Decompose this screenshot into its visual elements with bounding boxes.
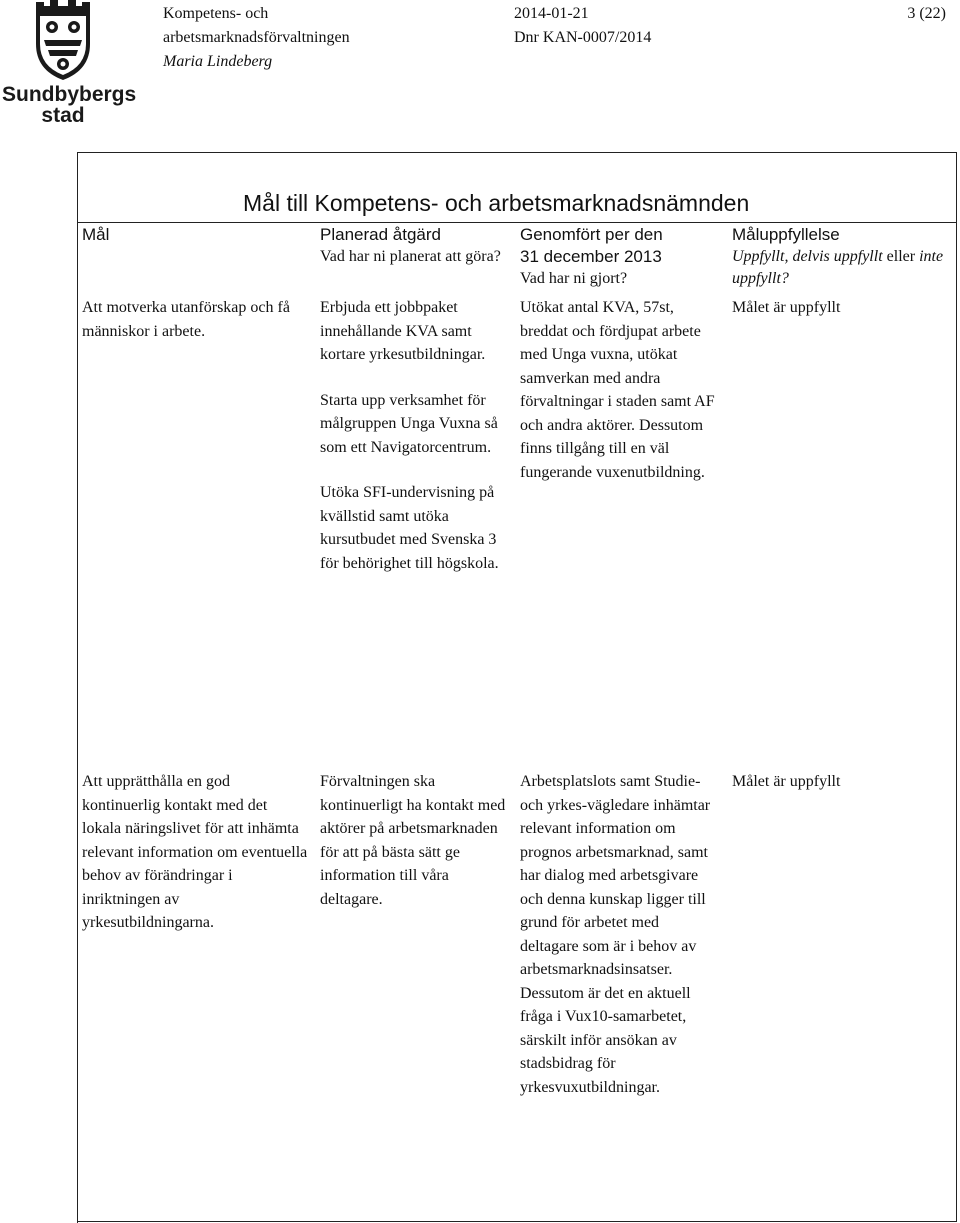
column-header-genomfort-sub: Vad har ni gjort? (520, 270, 628, 287)
row1-planerad-item2: Starta upp verksamhet för målgruppen Unga Vuxna så som ett Navigatorcentrum. (320, 391, 498, 456)
row1-planerad-item3: Utöka SFI-undervisning på kvällstid samt utöka kursutbudet med Svenska 3 för behörighet till högskola. (320, 484, 499, 572)
header-date: 2014-01-21 (514, 5, 589, 22)
header-author: Maria Lindeberg (163, 53, 273, 70)
table-title-divider (77, 222, 957, 223)
column-header-maluppfyllelse-sub-c: inte uppfyllt? (732, 248, 944, 287)
header-department (163, 2, 350, 74)
header-dnr: Dnr KAN-0007/2014 (514, 29, 652, 46)
logo-name-line2: stad (41, 104, 85, 127)
row2-status: Målet är uppfyllt (732, 773, 841, 790)
column-header-planerad-title: Planerad åtgärd (320, 225, 441, 244)
table-left-border (77, 222, 78, 1223)
column-header-planerad (320, 224, 508, 268)
municipality-logo (2, 0, 137, 128)
column-header-genomfort (520, 224, 720, 290)
header-page-number: 3 (22) (907, 5, 946, 22)
column-header-maluppfyllelse-sub-a: Uppfyllt, delvis uppfyllt (732, 248, 883, 265)
row1-status: Målet är uppfyllt (732, 299, 841, 316)
column-header-maluppfyllelse (732, 224, 954, 290)
row2-mal: Att upprätthålla en god kontinuerlig kontakt med det lokala näringslivet för att inhämta relevant information om eventuella behov av förändringar i inriktningen av yrkesutbildningarna. (82, 773, 308, 931)
column-header-maluppfyllelse-title: Måluppfyllelse (732, 225, 840, 244)
header-meta (514, 2, 651, 50)
row2-planerad (320, 770, 508, 911)
table-title: Mål till Kompetens- och arbetsmarknadsnämnden (243, 190, 750, 216)
logo-name-line1: Sundbybergs (2, 83, 137, 106)
row1-mal: Att motverka utanförskap och få människor i arbete. (82, 299, 290, 340)
row2-planerad-item1: Förvaltningen ska kontinuerligt ha kontakt med aktörer på arbetsmarknaden för att på bästa sätt ge information till våra deltagare. (320, 773, 506, 908)
row1-genomfort: Utökat antal KVA, 57st, breddat och fördjupat arbete med Unga vuxna, utökat samverkan med andra förvaltningar i staden samt AF och andra aktörer. Dessutom finns tillgång till en väl fungerande vuxenutbildning. (520, 299, 715, 481)
row2-genomfort: Arbetsplatslots samt Studie- och yrkes-vägledare inhämtar relevant information om prognos arbetsmarknad, samt har dialog med arbetsgivare och denna kunskap ligger till grund för arbetet med deltagare som är i behov av arbetsmarknadsinsatser. Dessutom är det en aktuell fråga i Vux10-samarbetet, särskilt inför ansökan av stadsbidrag för yrkesvuxutbildningar. (520, 773, 711, 1096)
column-header-genomfort-line2: 31 december 2013 (520, 247, 662, 266)
column-header-genomfort-line1: Genomfört per den (520, 225, 663, 244)
header-dept-line2: arbetsmarknadsförvaltningen (163, 29, 350, 46)
row1-planerad (320, 296, 508, 575)
column-header-mal: Mål (82, 225, 110, 244)
header-dept-line1: Kompetens- och (163, 5, 269, 22)
row1-planerad-item1: Erbjuda ett jobbpaket innehållande KVA samt kortare yrkesutbildningar. (320, 299, 486, 363)
coat-of-arms-icon (30, 0, 96, 82)
column-header-planerad-sub: Vad har ni planerat att göra? (320, 248, 501, 265)
column-header-maluppfyllelse-sub-b: eller (886, 248, 916, 265)
